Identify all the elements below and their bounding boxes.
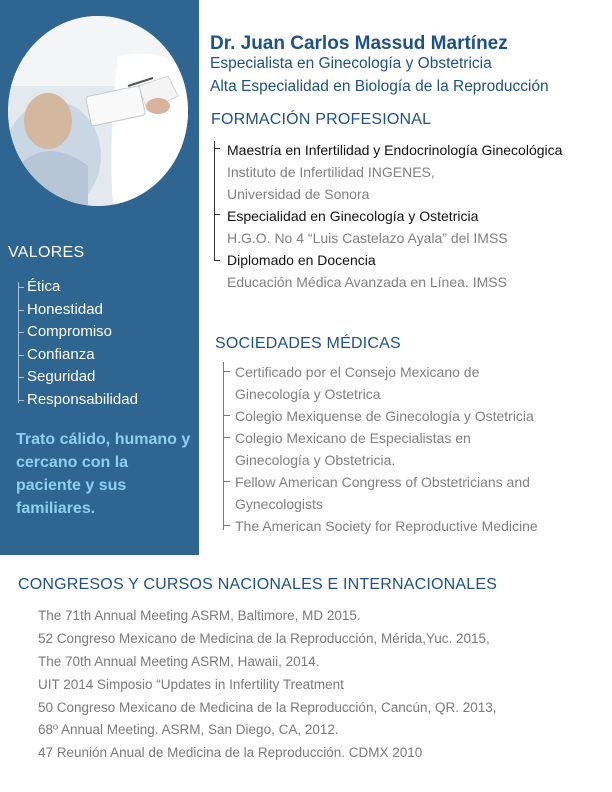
formacion-detail: H.G.O. No 4 “Luis Castelazo Ayala” del IMSS — [227, 230, 508, 246]
formacion-tree-line — [214, 141, 215, 261]
formacion-tick — [214, 148, 220, 149]
congreso-item: 52 Congreso Mexicano de Medicina de la Reproducción, Mérida,Yuc. 2015, — [38, 631, 490, 646]
valores-heading: VALORES — [8, 244, 85, 261]
sociedades-tick — [223, 525, 230, 526]
tagline: Trato cálido, humano y cercano con la paciente y sus familiares. — [16, 431, 191, 517]
sidebar-panel — [0, 0, 199, 555]
congreso-item: 47 Reunión Anual de Medicina de la Reproducción. CDMX 2010 — [38, 745, 423, 760]
sociedades-tick — [223, 371, 230, 372]
valor-item: Honestidad — [18, 301, 188, 324]
congresos-heading: CONGRESOS Y CURSOS NACIONALES E INTERNACIONALES — [18, 576, 498, 593]
valor-item: Seguridad — [18, 368, 188, 391]
congreso-item: UIT 2014 Simposio “Updates in Infertility Treatment — [38, 677, 344, 692]
formacion-detail: Instituto de Infertilidad INGENES, — [227, 164, 435, 180]
congreso-item: The 71th Annual Meeting ASRM, Baltimore, MD 2015. — [38, 608, 361, 623]
formacion-degree: Maestría en Infertilidad y Endocrinología Ginecológica — [227, 142, 563, 158]
doctor-patient-photo — [8, 16, 188, 206]
formacion-tick — [214, 260, 220, 261]
formacion-degree: Especialidad en Ginecología y Ostetricia — [227, 208, 479, 224]
doctor-name: Dr. Juan Carlos Massud Martínez — [210, 33, 508, 54]
valores-list — [18, 278, 188, 414]
valor-item: Compromiso — [18, 323, 188, 346]
congreso-item: 68º Annual Meeting. ASRM, San Diego, CA, 2012. — [38, 722, 339, 737]
sociedades-heading: SOCIEDADES MÉDICAS — [215, 335, 401, 352]
formacion-tick — [214, 214, 220, 215]
formacion-detail: Universidad de Sonora — [227, 186, 370, 202]
valor-item: Responsabilidad — [18, 391, 188, 414]
congreso-item: 50 Congreso Mexicano de Medicina de la Reproducción, Cancún, QR. 2013, — [38, 700, 497, 715]
valor-item: Ética — [18, 278, 188, 301]
valor-item: Confianza — [18, 346, 188, 369]
sociedades-tick — [223, 481, 230, 482]
high-specialty: Alta Especialidad en Biología de la Reproducción — [210, 78, 549, 95]
specialty: Especialista en Ginecología y Obstetricia — [210, 55, 492, 72]
photo-illustration — [8, 16, 188, 206]
formacion-heading: FORMACIÓN PROFESIONAL — [211, 111, 432, 128]
sociedad-item: Certificado por el Consejo Mexicano de Ginecología y Ostetrica — [235, 364, 480, 402]
sociedades-tree-line — [223, 362, 224, 530]
sociedad-item: The American Society for Reproductive Medicine — [235, 518, 538, 534]
formacion-detail: Educación Médica Avanzada en Línea. IMSS — [227, 274, 507, 290]
sociedades-tick — [223, 415, 230, 416]
sociedad-item: Fellow American Congress of Obstetricians and Gynecologists — [235, 474, 530, 512]
sociedad-item: Colegio Mexicano de Especialistas en Ginecología y Obstetricia. — [235, 430, 471, 468]
congreso-item: The 70th Annual Meeting ASRM, Hawaii, 2014. — [38, 654, 320, 669]
formacion-degree: Diplomado en Docencia — [227, 252, 376, 268]
sociedades-tick — [223, 437, 230, 438]
sociedad-item: Colegio Mexiquense de Ginecología y Ostetricia — [235, 408, 534, 424]
